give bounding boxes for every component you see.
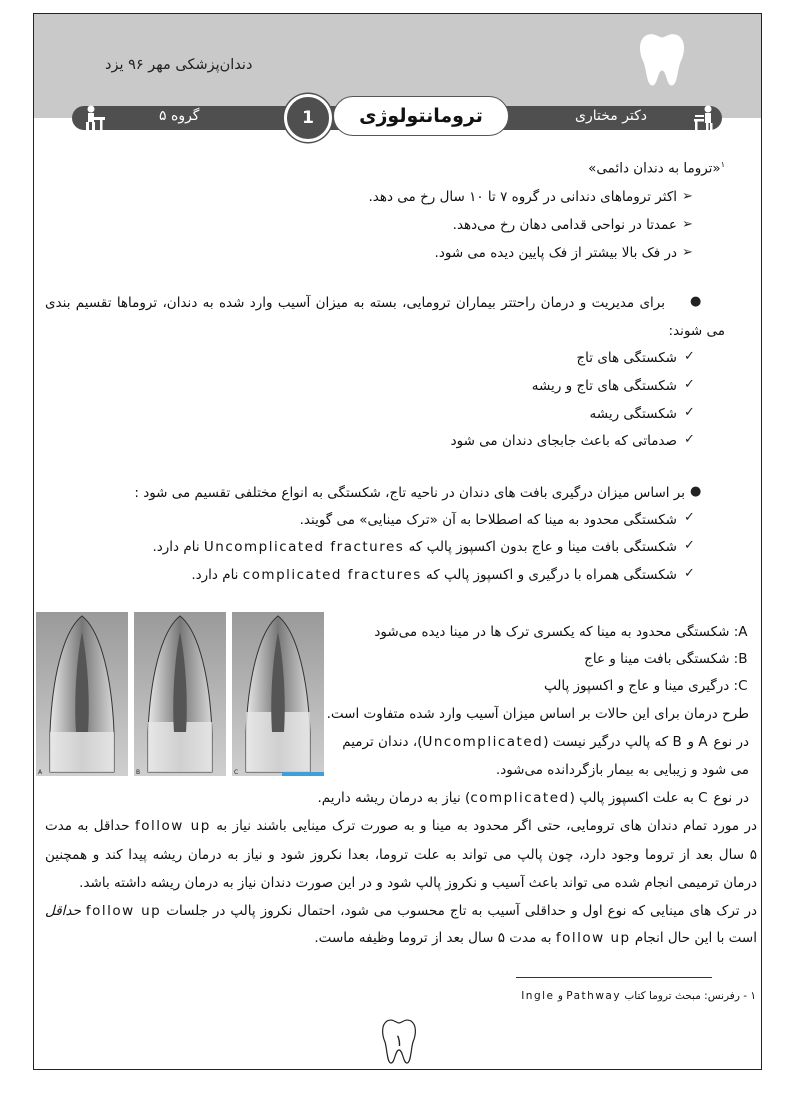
check-icon: ✓ [684,510,695,525]
group-label: گروه ۵ [159,108,200,124]
explain-b-text: : شکستگی بافت مینا و عاج [584,651,739,667]
t: و [687,734,695,750]
classification-item: شکستگی ریشه [589,406,677,422]
xray-panel-b [134,612,226,776]
panel-label-a: A [38,769,43,776]
classification-item: صدماتی که باعث جابجای دندان می شود [450,433,677,449]
intro-bullet: عمدتا در نواحی قدامی دهان رخ می‌دهد. [452,217,677,233]
explain-a-text: : شکستگی محدود به مینا که یکسری ترک ها در مینا دیده می‌شود [374,624,739,640]
check-icon: ✓ [684,538,695,553]
explain-b [584,651,749,667]
t: ) نیاز به درمان ریشه داریم. [317,790,471,806]
intro-bullet: اکثر تروماهای دندانی در گروه ۷ تا ۱۰ سال رخ می دهد. [368,189,677,205]
treatment-plan-line: طرح درمان برای این حالات بر اساس میزان آسیب وارد شده متفاوت است. [326,706,749,722]
t: به علت اکسپوز پالپ ( [569,790,694,806]
followup-para-line-1 [45,818,757,834]
t: حداقل به مدت [45,818,130,834]
arrow-bullet-icon: ➢ [682,245,693,260]
check-icon: ✓ [684,349,695,364]
type-ab-line-cont: می شود و زیبایی به بیمار بازگردانده می‌شود. [495,762,749,778]
t: و [557,990,563,1002]
t: است با این حال انجام [634,930,757,946]
type-ab-line [342,734,749,750]
arrow-bullet-icon: ➢ [682,217,693,232]
explain-a [374,624,749,640]
dot-bullet-icon: ● [690,294,702,309]
crown-fracture-item-1: شکستگی محدود به مینا که اصطلاحا به آن «ترک مینایی» می گویند. [299,512,677,528]
classification-item: شکستگی های تاج و ریشه [531,378,677,394]
chapter-number-badge: 1 [284,94,332,142]
t: در نوع [713,790,749,806]
item-text: شکستگی همراه با درگیری و اکسپوز پالپ که [426,567,677,583]
classification-lead: برای مدیریت و درمان راحتتر بیماران ترومایی، بسته به میزان آسیب وارد شده به دندان، تروماها تقسیم بندی [45,295,665,311]
letter-a: A [698,734,710,750]
letter-c: C [698,790,710,806]
latin-term: follow up [135,818,211,834]
followup-para-line-3: درمان ترمیمی انجام شده می تواند باعث آسیب و نکروز پالپ شود و در این صورت دندان نیاز به درمان ریشه داشته باشد. [79,875,757,891]
panel-label-b: B [136,769,141,776]
footnote-rule [516,977,712,978]
letter-c: C [738,678,749,694]
page-number-tooth [380,1018,418,1066]
enamel-crack-line-2 [314,930,757,946]
intro-heading [588,160,725,177]
panel-label-c: C [234,769,239,776]
tooth-fracture-figure [36,612,326,778]
t: حداقل [45,903,81,919]
chapter-title-tab: ترومانتولوژی [333,96,509,136]
item-text: نام دارد. [152,539,200,555]
t: که پالپ درگیر نیست ( [543,734,669,750]
letter-b: B [672,734,684,750]
latin-term: Pathway [566,990,622,1002]
tooth-logo-icon [636,32,688,88]
latin-term: complicated [470,790,570,806]
t: در نوع [713,734,749,750]
classification-lead-cont: می شوند: [668,323,725,339]
latin-term: follow up [555,930,631,946]
crown-fracture-lead: بر اساس میزان درگیری بافت های دندان در ناحیه تاج، شکستگی به انواع مختلفی تقسیم می شود : [134,485,685,501]
check-icon: ✓ [684,432,695,447]
latin-term: follow up [85,903,162,919]
intro-heading-text: «تروما به دندان دائمی» [588,160,721,177]
type-c-line [317,790,749,806]
check-icon: ✓ [684,566,695,581]
intro-bullet: در فک بالا بیشتر از فک پایین دیده می شود. [434,245,677,261]
t: در مورد تمام دندان های ترومایی، حتی اگر محدود به مینا و به صورت ترک مینایی باشند نیاز به [216,818,757,834]
check-icon: ✓ [684,405,695,420]
letter-a: A [738,624,749,640]
crown-fracture-item-2 [152,539,677,555]
teacher-icon [692,104,718,132]
explain-c [544,678,749,694]
xray-panel-a [36,612,128,776]
teacher-name: دکتر مختاری [575,108,648,124]
latin-term: complicated fractures [242,567,422,583]
t: در ترک های مینایی که نوع اول و حداقلی آسیب به تاج محسوب می شود، احتمال نکروز پالپ در جلسات [166,903,758,919]
t: به مدت ۵ سال بعد از تروما وظیفه ماست. [314,930,552,946]
xray-panel-c [232,612,324,776]
t: )، دندان ترمیم [342,734,423,750]
check-icon: ✓ [684,377,695,392]
item-text: نام دارد. [191,567,239,583]
latin-term: Uncomplicated fractures [203,539,405,555]
footnote-text: ۱ - رفرنس: مبحث تروما کتاب [624,990,756,1002]
explain-c-text: : درگیری مینا و عاج و اکسپوز پالپ [543,678,739,694]
footnote-marker: ۱ [720,160,725,169]
latin-term: Uncomplicated [422,734,544,750]
item-text: شکستگی بافت مینا و عاج بدون اکسپوز پالپ که [408,539,677,555]
arrow-bullet-icon: ➢ [682,189,693,204]
page-number: ۱ [394,1031,404,1050]
course-title: دندان‌پزشکی مهر ۹۶ یزد [105,57,253,73]
followup-para-line-2: ۵ سال بعد از تروما وجود دارد، چون پالپ می تواند به علت تروما، بعدا نکروز شود و نیاز به درمان ریشه پیدا کند و همچنین [45,847,757,863]
enamel-crack-line-1 [45,903,757,919]
latin-term: Ingle [521,990,555,1002]
letter-b: B [738,651,749,667]
footnote [521,990,756,1002]
dot-bullet-icon: ● [690,484,702,499]
crown-fracture-item-3 [191,567,677,583]
classification-item: شکستگی های تاج [576,350,677,366]
student-icon [82,104,108,132]
